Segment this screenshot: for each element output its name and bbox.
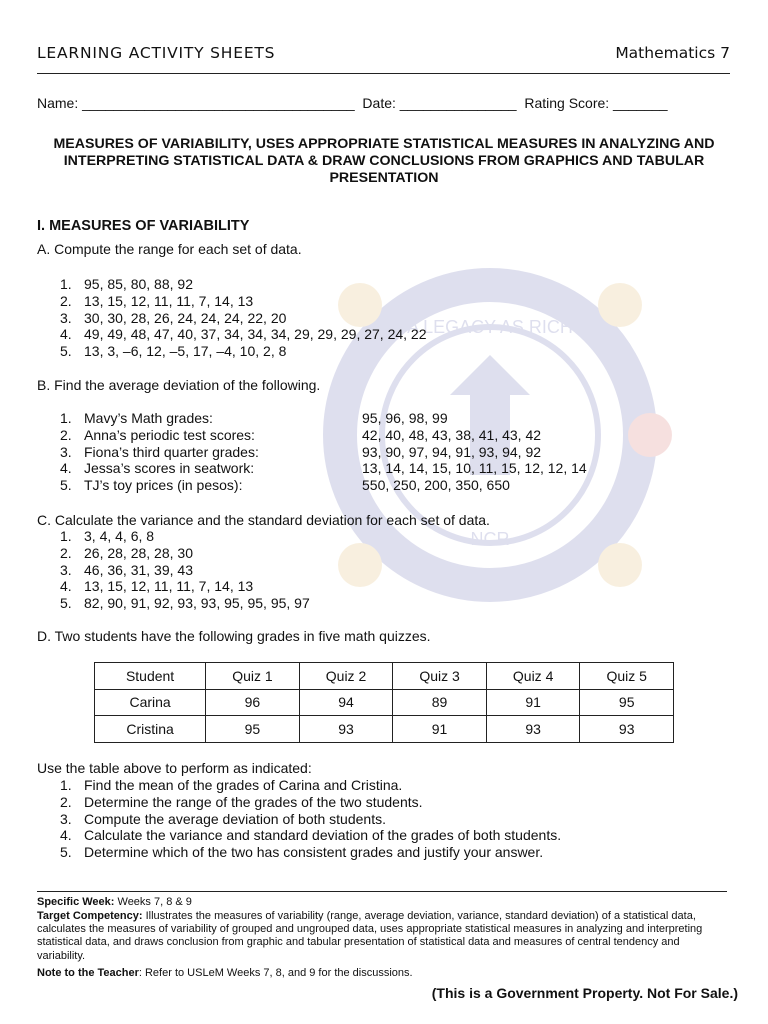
table-row: [95, 716, 674, 743]
item-value: 49, 49, 48, 47, 40, 37, 34, 34, 34, 29, 29, 29, 27, 24, 22: [84, 326, 427, 343]
table-cell: 95: [580, 689, 674, 716]
item-number: 5.: [60, 343, 72, 360]
item-value: 13, 3, –6, 12, –5, 17, –4, 10, 2, 8: [84, 343, 287, 360]
item-number: 3.: [60, 561, 72, 578]
table-cell: 93: [580, 716, 674, 743]
table-cell: 95: [206, 716, 300, 743]
item-number: 3.: [60, 810, 72, 827]
watermark-text-bottom: NCR: [470, 529, 510, 549]
page-title: MEASURES OF VARIABILITY, USES APPROPRIATE STATISTICAL MEASURES IN ANALYZING AND INTERPRETING STATISTICAL DATA & DRAW CONCLUSIONS FROM GRAPHICS AND TABULAR PRESENTATION: [53, 136, 715, 186]
footer-divider: [37, 891, 727, 892]
part-a-instruction: A. Compute the range for each set of data.: [37, 241, 302, 257]
item-label: Fiona’s third quarter grades:: [84, 443, 259, 460]
item-label: Jessa’s scores in seatwork:: [84, 460, 255, 477]
column-header: Quiz 5: [580, 663, 674, 690]
item-value: 82, 90, 91, 92, 93, 93, 95, 95, 95, 97: [84, 595, 310, 612]
grades-table: [94, 662, 674, 743]
item-number: 2.: [60, 426, 72, 443]
item-number: 3.: [60, 443, 72, 460]
table-header-row: [95, 663, 674, 690]
footer-note-label: Note to the Teacher: [37, 967, 139, 979]
section-heading: I. MEASURES OF VARIABILITY: [37, 218, 250, 234]
table-row: [95, 689, 674, 716]
item-number: 5.: [60, 595, 72, 612]
item-value: 550, 250, 200, 350, 650: [362, 477, 510, 494]
column-header: Quiz 4: [486, 663, 580, 690]
table-cell: 89: [393, 689, 487, 716]
item-value: Find the mean of the grades of Carina and Cristina.: [84, 777, 403, 793]
item-value: 26, 28, 28, 28, 30: [84, 544, 193, 561]
footer-competency-label: Target Competency:: [37, 910, 143, 922]
column-header: Quiz 3: [393, 663, 487, 690]
table-cell: 91: [393, 716, 487, 743]
item-number: 4.: [60, 326, 72, 343]
item-value: 3, 4, 4, 6, 8: [84, 528, 155, 544]
item-label: TJ’s toy prices (in pesos):: [84, 477, 243, 494]
footer-week: [37, 896, 727, 909]
item-label: Mavy’s Math grades:: [84, 410, 213, 426]
item-value: Compute the average deviation of both students.: [84, 810, 386, 827]
item-number: 5.: [60, 844, 72, 861]
footer-week-value: Weeks 7, 8 & 9: [114, 896, 192, 908]
item-value: 13, 15, 12, 11, 11, 7, 14, 13: [84, 292, 254, 309]
item-value: Determine which of the two has consistent grades and justify your answer.: [84, 844, 544, 861]
government-property-notice: (This is a Government Property. Not For Sale.): [431, 985, 738, 1001]
item-number: 1.: [60, 528, 72, 544]
item-label: Anna’s periodic test scores:: [84, 426, 255, 443]
column-header: Quiz 1: [206, 663, 300, 690]
column-header: Quiz 2: [299, 663, 393, 690]
footer-week-label: Specific Week:: [37, 896, 115, 908]
item-number: 1.: [60, 777, 72, 793]
item-value: Calculate the variance and standard deviation of the grades of both students.: [84, 827, 562, 844]
table-cell: 93: [486, 716, 580, 743]
item-number: 2.: [60, 793, 72, 810]
item-number: 4.: [60, 578, 72, 595]
item-value: Determine the range of the grades of the two students.: [84, 793, 423, 810]
item-value: 13, 14, 14, 15, 10, 11, 15, 12, 12, 14: [362, 460, 587, 477]
table-cell: Cristina: [95, 716, 206, 743]
header-subject: Mathematics 7: [615, 44, 730, 62]
table-cell: Carina: [95, 689, 206, 716]
footer-note: [37, 967, 727, 980]
item-number: 2.: [60, 544, 72, 561]
footer-competency-value: Illustrates the measures of variability (range, average deviation, variance, standard deviation) of a statistical data, calculates the measures of variability of grouped and ungrouped data, uses appropriate statistical measures in analyzing and interpreting statistical data, and draws conclusion from graphic and tabular presentation of statistical data and measures of central tendency and variability.: [37, 910, 703, 962]
page-header: [37, 44, 730, 74]
item-value: 46, 36, 31, 39, 43: [84, 561, 193, 578]
name-date-rating-line: Name: ___________________________________ Date: _______________ Rating Score: _______: [37, 95, 668, 111]
part-c-instruction: C. Calculate the variance and the standard deviation for each set of data.: [37, 512, 490, 528]
table-cell: 93: [299, 716, 393, 743]
table-cell: 94: [299, 689, 393, 716]
table-cell: 96: [206, 689, 300, 716]
item-value: 13, 15, 12, 11, 11, 7, 14, 13: [84, 578, 254, 595]
item-value: 95, 85, 80, 88, 92: [84, 276, 193, 292]
header-title: LEARNING ACTIVITY SHEETS: [37, 44, 276, 62]
part-b-instruction: B. Find the average deviation of the following.: [37, 377, 321, 393]
item-value: 42, 40, 48, 43, 38, 41, 43, 42: [362, 426, 542, 443]
table-cell: 91: [486, 689, 580, 716]
item-number: 4.: [60, 460, 72, 477]
item-value: 93, 90, 97, 94, 91, 93, 94, 92: [362, 443, 542, 460]
column-header: Student: [95, 663, 206, 690]
footer-competency: [37, 910, 727, 963]
watermark-text-top: A LEGACY AS RICH: [407, 317, 573, 337]
item-number: 5.: [60, 477, 72, 494]
part-d-instruction: D. Two students have the following grades in five math quizzes.: [37, 628, 431, 644]
item-number: 1.: [60, 410, 72, 426]
item-number: 2.: [60, 292, 72, 309]
item-value: 95, 96, 98, 99: [362, 410, 448, 426]
item-number: 1.: [60, 276, 72, 292]
use-table-text: Use the table above to perform as indicated:: [37, 760, 312, 776]
item-number: 4.: [60, 827, 72, 844]
footer-note-value: : Refer to USLeM Weeks 7, 8, and 9 for the discussions.: [138, 967, 413, 979]
item-value: 30, 30, 28, 26, 24, 24, 24, 22, 20: [84, 309, 287, 326]
item-number: 3.: [60, 309, 72, 326]
